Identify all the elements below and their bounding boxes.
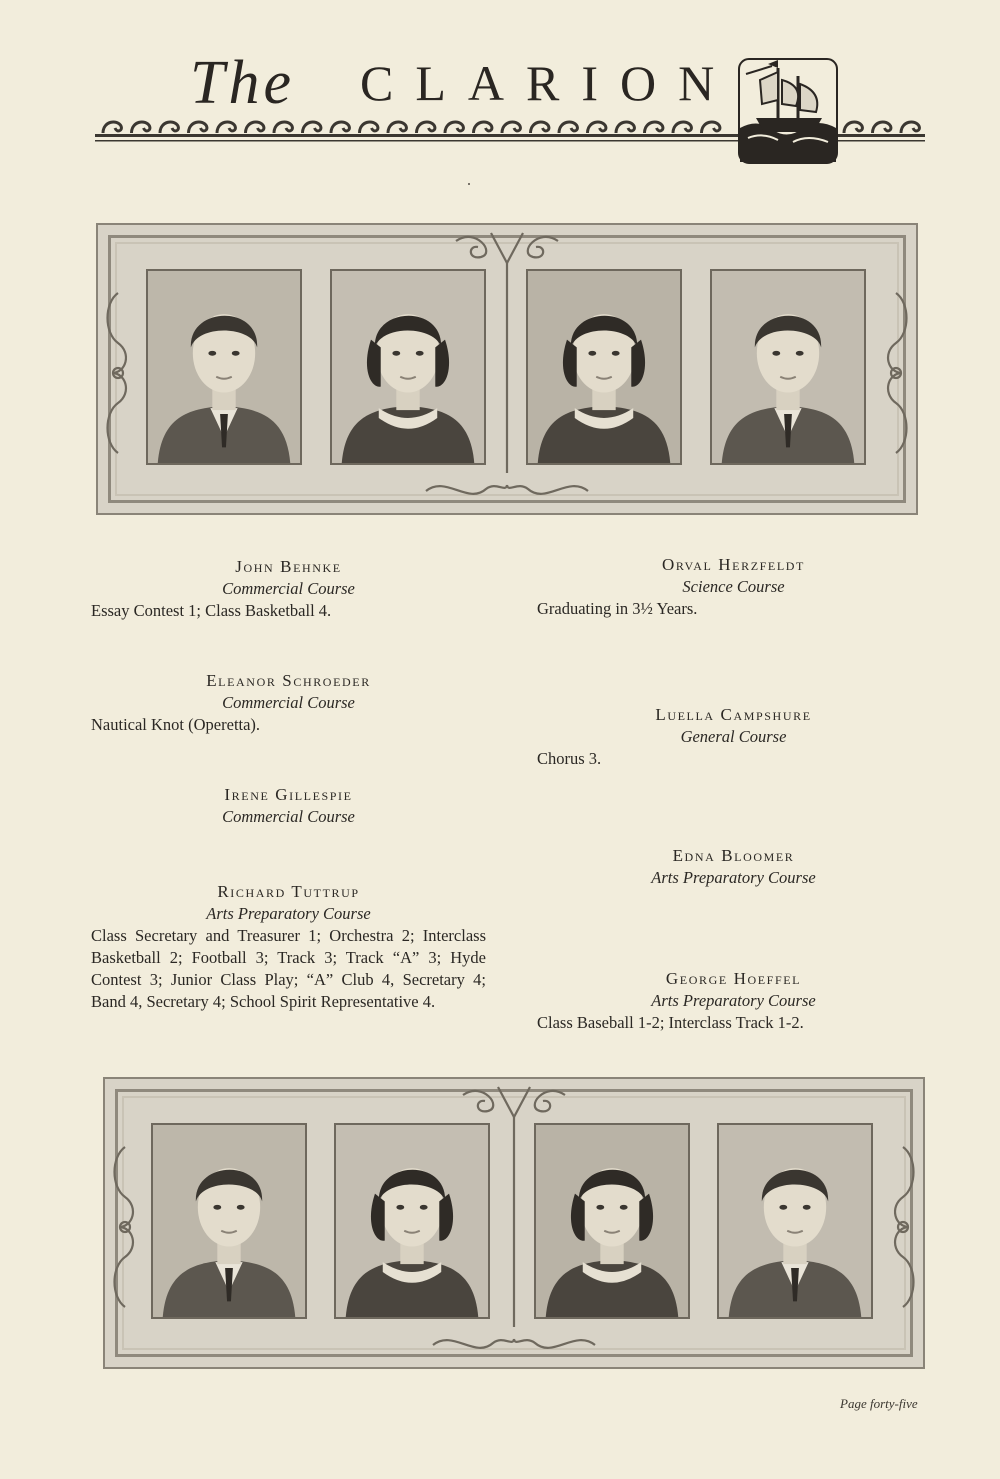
male-portrait-photo [719,1125,871,1317]
female-portrait-photo [332,271,484,463]
student-course: Commercial Course [222,807,355,826]
student-entry [537,704,930,770]
wave-curl [331,122,349,133]
student-entry [91,670,486,736]
wave-curl [502,122,520,133]
student-entry [91,881,486,1013]
wave-curl [588,122,606,133]
student-name: Orval Herzfeldt [662,555,805,574]
male-portrait-photo [148,271,300,463]
student-name: George Hoeffel [665,969,802,988]
sailing-ship-icon [738,58,838,164]
student-name: Irene Gillespie [224,785,353,804]
wave-curl [531,122,549,133]
student-course: Arts Preparatory Course [651,991,816,1010]
student-portrait [710,269,866,465]
wave-curl [901,122,919,133]
student-activities: Chorus 3. [537,749,602,768]
student-portrait [330,269,486,465]
student-course: Commercial Course [222,579,355,598]
student-portrait [334,1123,490,1319]
student-course: General Course [680,727,787,746]
student-entry [91,784,486,828]
student-activities: Class Secretary and Treasurer 1; Orchestra 2; Interclass Basketball 2; Football 3; Track 3; Track “A” 3; Hyde Contest 3; Junior Class Play; “A” Club 4, Secretary 4; Band 4, Secretary 4; School Spirit Representative 4. [91,926,486,1011]
student-entry [537,554,930,620]
wave-curl [616,122,634,133]
student-name: Edna Bloomer [672,846,795,865]
title-main: CLARION [360,55,737,111]
wave-curl [274,122,292,133]
student-entry [537,968,930,1034]
wave-curl [702,122,720,133]
student-entry [91,556,486,622]
page-number: Page forty-five [840,1396,918,1411]
print-speck [468,183,470,185]
wave-curl [303,122,321,133]
wave-curl [474,122,492,133]
wave-curl [360,122,378,133]
student-portrait [151,1123,307,1319]
student-activities: Essay Contest 1; Class Basketball 4. [91,601,332,620]
student-portrait [146,269,302,465]
student-name: Luella Campshure [655,705,812,724]
student-course: Science Course [682,577,785,596]
wave-curl [445,122,463,133]
student-activities: Nautical Knot (Operetta). [91,715,261,734]
female-portrait-photo [528,271,680,463]
wave-curl [103,122,121,133]
student-portrait [526,269,682,465]
student-activities: Class Baseball 1-2; Interclass Track 1-2. [537,1013,804,1032]
male-portrait-photo [153,1125,305,1317]
student-activities: Graduating in 3½ Years. [537,599,698,618]
student-portrait [534,1123,690,1319]
student-name: John Behnke [235,557,342,576]
student-portrait [717,1123,873,1319]
student-course: Arts Preparatory Course [651,868,816,887]
photo-frame-top [96,223,918,515]
student-course: Commercial Course [222,693,355,712]
male-portrait-photo [712,271,864,463]
student-name: Richard Tuttrup [217,882,360,901]
title-prefix: The [190,49,295,117]
wave-curl [417,122,435,133]
wave-curl [160,122,178,133]
wave-curl [873,122,891,133]
wave-curl [673,122,691,133]
wave-curl [645,122,663,133]
wave-curl [217,122,235,133]
student-entry [537,845,930,889]
masthead [0,0,1000,180]
female-portrait-photo [536,1125,688,1317]
wave-curl [246,122,264,133]
wave-curl [844,122,862,133]
student-course: Arts Preparatory Course [206,904,371,923]
female-portrait-photo [336,1125,488,1317]
wave-curl [189,122,207,133]
photo-frame-bottom [103,1077,925,1369]
student-name: Eleanor Schroeder [206,671,371,690]
wave-curl [559,122,577,133]
wave-curl [388,122,406,133]
wave-curl [132,122,150,133]
